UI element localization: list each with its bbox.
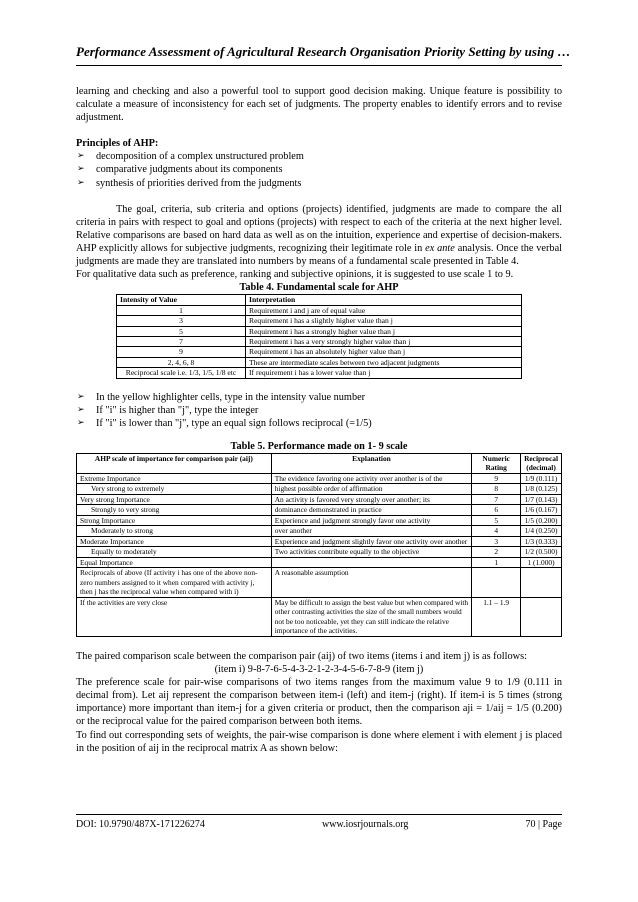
list-item: ➢ If "i" is lower than "j", type an equal sign follows reciprocal (=1/5)	[76, 417, 562, 430]
list-item: ➢ decomposition of a complex unstructured problem	[76, 150, 562, 163]
reciprocal-cell: 1/2 (0.500)	[521, 547, 562, 558]
table-header: AHP scale of importance for comparison pair (aij)	[77, 453, 272, 473]
table-row	[77, 557, 562, 568]
table-row	[117, 368, 522, 378]
rating-cell: 7	[472, 494, 521, 505]
table-row	[77, 547, 562, 558]
scale-cell: Very strong Importance	[77, 494, 272, 505]
intensity-cell: 1	[117, 305, 246, 315]
table-row	[77, 473, 562, 484]
scale-cell: Strong Importance	[77, 515, 272, 526]
rating-cell: 9	[472, 473, 521, 484]
paired-comparison-paragraph: The paired comparison scale between the comparison pair (aij) of two items (items i and item j) is as follows:	[76, 650, 527, 662]
reciprocal-cell	[521, 597, 562, 636]
doi-text: DOI: 10.9790/487X-171226274	[76, 819, 205, 830]
instruction-list	[76, 391, 562, 430]
explanation-cell: Experience and judgment strongly favor one activity	[271, 515, 472, 526]
table-row	[117, 347, 522, 357]
intensity-cell: Reciprocal scale i.e. 1/3, 1/5, 1/8 etc	[117, 368, 246, 378]
explanation-cell: An activity is favored very strongly over another; its	[271, 494, 472, 505]
intensity-cell: 7	[117, 336, 246, 346]
intensity-cell: 5	[117, 326, 246, 336]
table-header: Explanation	[271, 453, 472, 473]
interpretation-cell: These are intermediate scales between two adjacent judgments	[246, 357, 522, 367]
table-row	[77, 526, 562, 537]
reciprocal-cell	[521, 568, 562, 598]
explanation-cell: over another	[271, 526, 472, 537]
principles-list	[76, 150, 562, 189]
reciprocal-cell: 1/9 (0.111)	[521, 473, 562, 484]
table-row	[117, 336, 522, 346]
scale-cell: Equal Importance	[77, 557, 272, 568]
principles-heading: Principles of AHP:	[76, 138, 159, 150]
list-item: ➢ In the yellow highlighter cells, type in the intensity value number	[76, 391, 562, 404]
table-header: Intensity of Value	[117, 295, 246, 305]
intensity-cell: 9	[117, 347, 246, 357]
explanation-cell: The evidence favoring one activity over another is of the	[271, 473, 472, 484]
scale-cell: Extreme Importance	[77, 473, 272, 484]
journal-url: www.iosrjournals.org	[322, 819, 409, 830]
rating-cell: 6	[472, 505, 521, 516]
rating-cell	[472, 568, 521, 598]
list-item: ➢ If "i" is higher than "j", type the integer	[76, 404, 562, 417]
reciprocal-cell: 1/6 (0.167)	[521, 505, 562, 516]
goal-criteria-paragraph: The goal, criteria, sub criteria and options (projects) identified, judgments are made to compare the all criteria in pairs with respect to goal and options (projects) with respect to each of the criteria at the next higher level. Relative comparisons are based on hard data as well as on the intuition, experience and expertise of decision-makers. AHP explicitly allows for subjective judgments, recognizing their legitimate role in ex ante analysis. Once the verbal judgments are made they are translated into numbers by means of a fundamental scale presented in Table 4.	[76, 203, 563, 268]
scale-line: (item i) 9-8-7-6-5-4-3-2-1-2-3-4-5-6-7-8-9 (item j)	[214, 664, 424, 676]
performance-scale-table	[76, 453, 562, 637]
explanation-cell: A reasonable assumption	[271, 568, 472, 598]
reciprocal-cell: 1/3 (0.333)	[521, 536, 562, 547]
intro-paragraph: learning and checking and also a powerful tool to support good decision making. Unique feature is possibility to calculate a measure of inconsistency for each set of judgments. The property enables to identify errors and to revise adjustment.	[76, 86, 562, 124]
rating-cell: 5	[472, 515, 521, 526]
table5-caption: Table 5. Performance made on 1- 9 scale	[230, 440, 408, 452]
interpretation-cell: Requirement i has a very strongly higher value than j	[246, 336, 522, 346]
preference-scale-paragraph: The preference scale for pair-wise comparisons of two items ranges from the maximum value 9 to 1/9 (0.111 in decimal from). Let aij represent the comparison between item-i (left) and item-j (right). If item-i is 5 times (strong importance) more important than item-j for a given criteria or product, then the comparison aji = 1/aij = 1/5 (0.200) or the reciprocal value for the paired comparison between both items.	[76, 677, 562, 728]
table-row	[117, 305, 522, 315]
scale-cell: Strongly to very strong	[77, 505, 272, 516]
table-row	[77, 494, 562, 505]
table-row	[77, 536, 562, 547]
list-item: ➢ synthesis of priorities derived from the judgments	[76, 177, 562, 190]
table-row	[77, 484, 562, 495]
explanation-cell: Two activities contribute equally to the objective	[271, 547, 472, 558]
intensity-cell: 3	[117, 316, 246, 326]
page-body	[76, 85, 562, 755]
explanation-cell: May be difficult to assign the best value but when compared with other contrasting activities the size of the small numbers would not be too noticeable, yet they can still indicate the relative importance of the activities.	[271, 597, 472, 636]
page-number: 70 | Page	[525, 819, 562, 830]
table4-caption: Table 4. Fundamental scale for AHP	[239, 282, 399, 294]
interpretation-cell: Requirement i has an absolutely higher value than j	[246, 347, 522, 357]
table-header: Numeric Rating	[472, 453, 521, 473]
rating-cell: 4	[472, 526, 521, 537]
page-footer	[76, 814, 562, 830]
scale-cell: If the activities are very close	[77, 597, 272, 636]
rating-cell: 8	[472, 484, 521, 495]
reciprocal-cell: 1/8 (0.125)	[521, 484, 562, 495]
table-row	[117, 326, 522, 336]
table-header: Reciprocal (decimal)	[521, 453, 562, 473]
reciprocal-cell: 1 (1.000)	[521, 557, 562, 568]
running-header: Performance Assessment of Agricultural Research Organisation Priority Setting by using …	[76, 44, 562, 66]
table-row	[77, 568, 562, 598]
scale-cell: Moderate Importance	[77, 536, 272, 547]
interpretation-cell: Requirement i has a strongly higher value than j	[246, 326, 522, 336]
explanation-cell	[271, 557, 472, 568]
explanation-cell: highest possible order of affirmation	[271, 484, 472, 495]
fundamental-scale-table	[116, 294, 522, 378]
interpretation-cell: If requirement i has a lower value than j	[246, 368, 522, 378]
qualitative-data-paragraph: For qualitative data such as preference, ranking and subjective opinions, it is suggested to use scale 1 to 9.	[76, 269, 514, 281]
rating-cell: 1.1 – 1.9	[472, 597, 521, 636]
weights-paragraph: To find out corresponding sets of weights, the pair-wise comparison is done where element i with element j is placed in the position of aij in the reciprocal matrix A as shown below:	[76, 729, 562, 754]
reciprocal-cell: 1/5 (0.200)	[521, 515, 562, 526]
rating-cell: 3	[472, 536, 521, 547]
scale-cell: Equally to moderately	[77, 547, 272, 558]
table-row	[117, 316, 522, 326]
explanation-cell: Experience and judgment slightly favor one activity over another	[271, 536, 472, 547]
rating-cell: 1	[472, 557, 521, 568]
intensity-cell: 2, 4, 6, 8	[117, 357, 246, 367]
reciprocal-cell: 1/4 (0.250)	[521, 526, 562, 537]
interpretation-cell: Requirement i has a slightly higher value than j	[246, 316, 522, 326]
table-row	[77, 597, 562, 636]
table-row	[77, 515, 562, 526]
scale-cell: Reciprocals of above (If activity i has one of the above non-zero numbers assigned to it when compared with activity j, then j has the reciprocal value when compared with i)	[77, 568, 272, 598]
scale-cell: Very strong to extremely	[77, 484, 272, 495]
table-row	[117, 357, 522, 367]
interpretation-cell: Requirement i and j are of equal value	[246, 305, 522, 315]
reciprocal-cell: 1/7 (0.143)	[521, 494, 562, 505]
table-header: Interpretation	[246, 295, 522, 305]
explanation-cell: dominance demonstrated in practice	[271, 505, 472, 516]
list-item: ➢ comparative judgments about its components	[76, 163, 562, 176]
rating-cell: 2	[472, 547, 521, 558]
table-row	[77, 505, 562, 516]
scale-cell: Moderately to strong	[77, 526, 272, 537]
